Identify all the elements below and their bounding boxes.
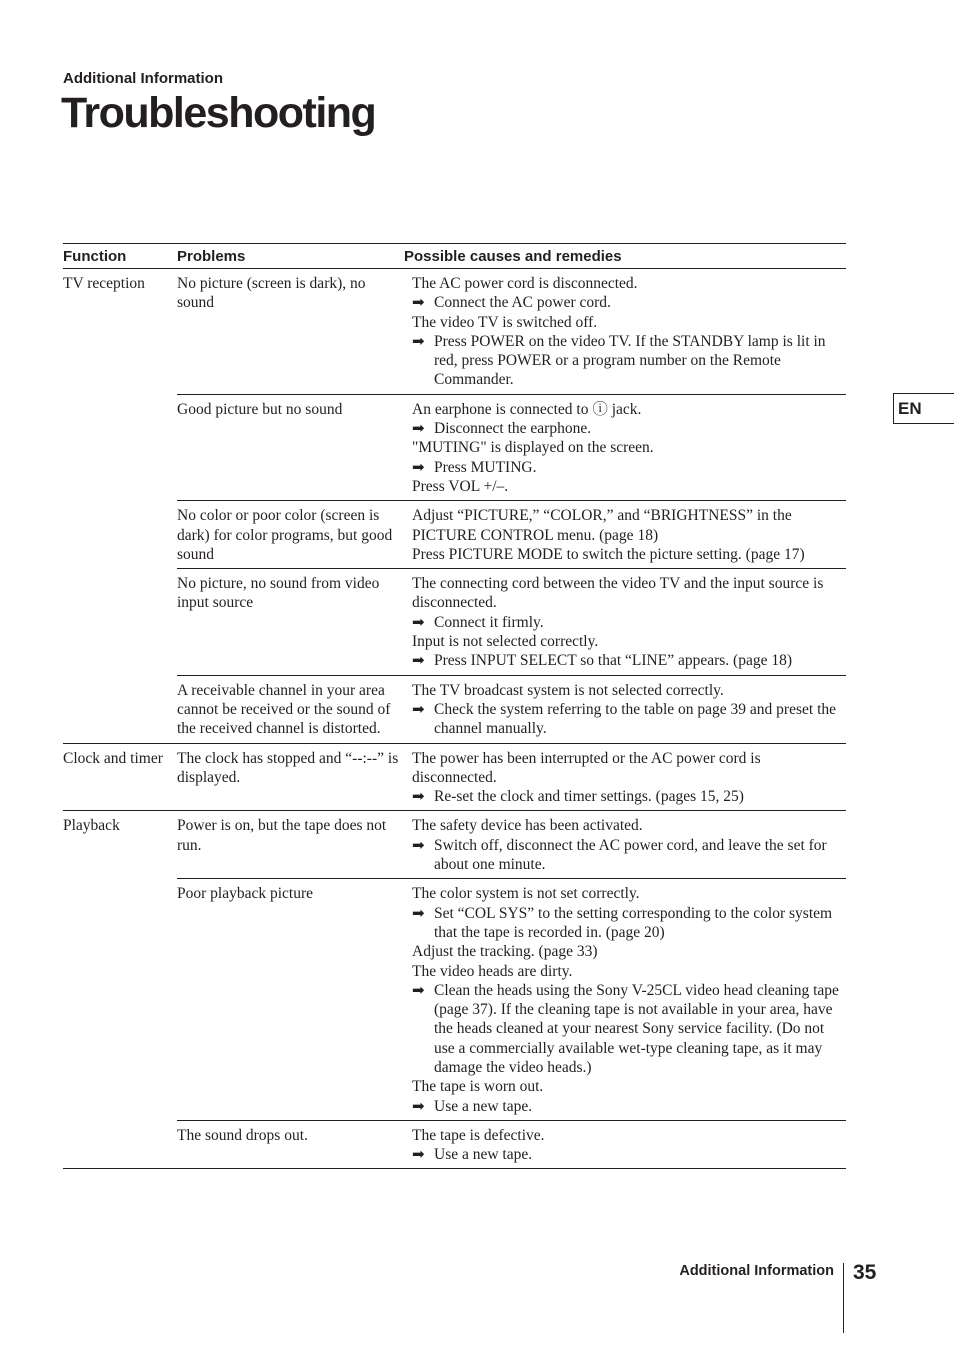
remedy-line <box>412 651 846 670</box>
problem-cell: Poor playback picture <box>177 879 404 1121</box>
footer-divider <box>843 1263 844 1333</box>
function-cell <box>63 879 177 1121</box>
cause-text: An earphone is connected to ⓘ jack. <box>412 400 642 418</box>
remedy-text: Disconnect the earphone. <box>434 420 592 438</box>
right-arrow-icon: ➡ <box>412 419 425 438</box>
cause-text: Press PICTURE MODE to switch the picture setting. (page 17) <box>412 545 805 563</box>
remedy-line <box>412 1145 846 1164</box>
remedy-text: Switch off, disconnect the AC power cord, and leave the set for about one minute. <box>434 836 827 874</box>
right-arrow-icon: ➡ <box>412 980 425 999</box>
cause-text: Adjust “PICTURE,” “COLOR,” and “BRIGHTNESS” in the PICTURE CONTROL menu. (page 18) <box>412 507 792 544</box>
remedy-line <box>412 293 846 312</box>
cause-text: The safety device has been activated. <box>412 817 643 835</box>
problem-cell: No picture (screen is dark), no sound <box>177 275 366 312</box>
troubleshooting-table <box>63 243 846 1169</box>
right-arrow-icon: ➡ <box>412 612 425 631</box>
problem-cell: Power is on, but the tape does not run. <box>177 811 404 879</box>
remedy-text: Check the system referring to the table on page 39 and preset the channel manually. <box>434 700 837 738</box>
table-row <box>63 269 846 395</box>
cause-line <box>412 632 846 651</box>
remedy-line <box>412 419 846 438</box>
cause-text: The AC power cord is disconnected. <box>412 275 638 292</box>
table-row <box>63 394 846 500</box>
right-arrow-icon: ➡ <box>412 1096 425 1115</box>
table-row <box>63 675 846 743</box>
remedy-line <box>412 787 846 806</box>
remedy-line <box>412 613 846 632</box>
remedy-text: Press INPUT SELECT so that “LINE” appears. (page 18) <box>434 652 792 670</box>
right-arrow-icon: ➡ <box>412 651 425 670</box>
cause-text: Input is not selected correctly. <box>412 633 599 651</box>
cause-line <box>412 545 846 564</box>
right-arrow-icon: ➡ <box>412 1145 425 1164</box>
function-cell <box>63 501 177 569</box>
function-cell <box>63 569 177 675</box>
remedy-text: Press MUTING. <box>434 458 537 476</box>
remedies-cell <box>404 394 846 500</box>
cause-text: Press VOL +/–. <box>412 477 509 495</box>
remedy-line <box>412 836 846 875</box>
right-arrow-icon: ➡ <box>412 787 425 806</box>
cause-line <box>412 506 846 545</box>
column-header-remedies: Possible causes and remedies <box>404 244 846 269</box>
function-cell: Clock and timer <box>63 743 177 811</box>
page-number: 35 <box>853 1261 877 1284</box>
cause-text: The power has been interrupted or the AC power cord is disconnected. <box>412 749 761 786</box>
remedy-text: Use a new tape. <box>434 1146 533 1164</box>
problem-cell: No picture, no sound from video input source <box>177 569 404 675</box>
cause-line <box>412 477 846 496</box>
cause-text: "MUTING" is displayed on the screen. <box>412 439 654 457</box>
remedies-cell <box>404 811 846 879</box>
remedies-cell <box>404 879 846 1121</box>
remedy-text: Set “COL SYS” to the setting corresponding to the color system that the tape is recorded in. (page 20) <box>434 904 833 941</box>
table-row <box>63 1120 846 1169</box>
cause-line <box>412 313 846 332</box>
cause-text: The video heads are dirty. <box>412 962 573 980</box>
table-body <box>63 269 846 1169</box>
cause-line <box>412 1126 846 1145</box>
remedies-cell <box>404 569 846 675</box>
function-cell <box>63 1120 177 1169</box>
right-arrow-icon: ➡ <box>412 835 425 854</box>
remedy-line <box>412 700 846 739</box>
cause-text: The TV broadcast system is not selected correctly. <box>412 681 724 699</box>
problem-cell: The clock has stopped and “--:--” is displayed. <box>177 743 404 811</box>
remedy-line <box>412 332 846 390</box>
remedy-text: Connect the AC power cord. <box>434 294 611 312</box>
table-row <box>63 743 846 811</box>
table-row <box>63 569 846 675</box>
cause-line <box>412 274 846 293</box>
right-arrow-icon: ➡ <box>412 331 425 350</box>
remedy-text: Connect it firmly. <box>434 613 544 631</box>
cause-text: Adjust the tracking. (page 33) <box>412 943 598 961</box>
right-arrow-icon: ➡ <box>412 293 425 312</box>
cause-text: The video TV is switched off. <box>412 313 598 331</box>
remedies-cell <box>404 269 846 395</box>
table-row <box>63 879 846 1121</box>
column-header-problems: Problems <box>177 244 404 269</box>
cause-line <box>412 962 846 981</box>
right-arrow-icon: ➡ <box>412 699 425 718</box>
right-arrow-icon: ➡ <box>412 457 425 476</box>
cause-line <box>412 574 846 613</box>
section-label: Additional Information <box>63 70 223 87</box>
cause-text: The tape is defective. <box>412 1126 545 1144</box>
remedy-line <box>412 458 846 477</box>
remedy-text: Clean the heads using the Sony V-25CL video head cleaning tape (page 37). If the cleaning tape is not available in your area, have the heads cleaned at your nearest Sony service facility. (Do not use a commercially available wet-type cleaning tape, as it may damage the video heads.) <box>434 981 839 1076</box>
cause-line <box>412 816 846 835</box>
function-cell: Playback <box>63 811 177 879</box>
cause-line <box>412 1077 846 1096</box>
remedies-cell <box>404 743 846 811</box>
cause-text: The connecting cord between the video TV and the input source is disconnected. <box>412 575 824 612</box>
remedy-text: Use a new tape. <box>434 1097 533 1115</box>
remedies-cell <box>404 1120 846 1169</box>
function-cell <box>63 675 177 743</box>
problem-cell: No color or poor color (screen is dark) for color programs, but good sound <box>177 501 404 569</box>
cause-line <box>412 749 846 788</box>
table-row <box>63 811 846 879</box>
remedy-text: Press POWER on the video TV. If the STANDBY lamp is lit in red, press POWER or a program number on the Remote Commander. <box>434 332 826 389</box>
table-row <box>63 501 846 569</box>
page-title: Troubleshooting <box>61 89 376 137</box>
cause-line <box>412 681 846 700</box>
cause-line <box>412 942 846 961</box>
right-arrow-icon: ➡ <box>412 903 425 922</box>
footer-section-label: Additional Information <box>679 1263 834 1279</box>
cause-line <box>412 884 846 903</box>
remedies-cell <box>404 675 846 743</box>
problem-cell: Good picture but no sound <box>177 394 404 500</box>
cause-text: The color system is not set correctly. <box>412 885 640 903</box>
cause-text: The tape is worn out. <box>412 1078 544 1096</box>
problem-cell: A receivable channel in your area cannot be received or the sound of the received channel is distorted. <box>177 675 404 743</box>
remedy-line <box>412 981 846 1077</box>
remedy-line <box>412 1097 846 1116</box>
language-tab: EN <box>893 393 954 424</box>
function-cell: TV reception <box>63 275 145 292</box>
remedies-cell <box>404 501 846 569</box>
table-header-row <box>63 244 846 269</box>
remedy-text: Re-set the clock and timer settings. (pages 15, 25) <box>434 788 744 806</box>
function-cell <box>63 394 177 500</box>
cause-line <box>412 400 846 419</box>
cause-line <box>412 438 846 457</box>
problem-cell: The sound drops out. <box>177 1120 404 1169</box>
column-header-function: Function <box>63 244 177 269</box>
remedy-line <box>412 904 846 943</box>
